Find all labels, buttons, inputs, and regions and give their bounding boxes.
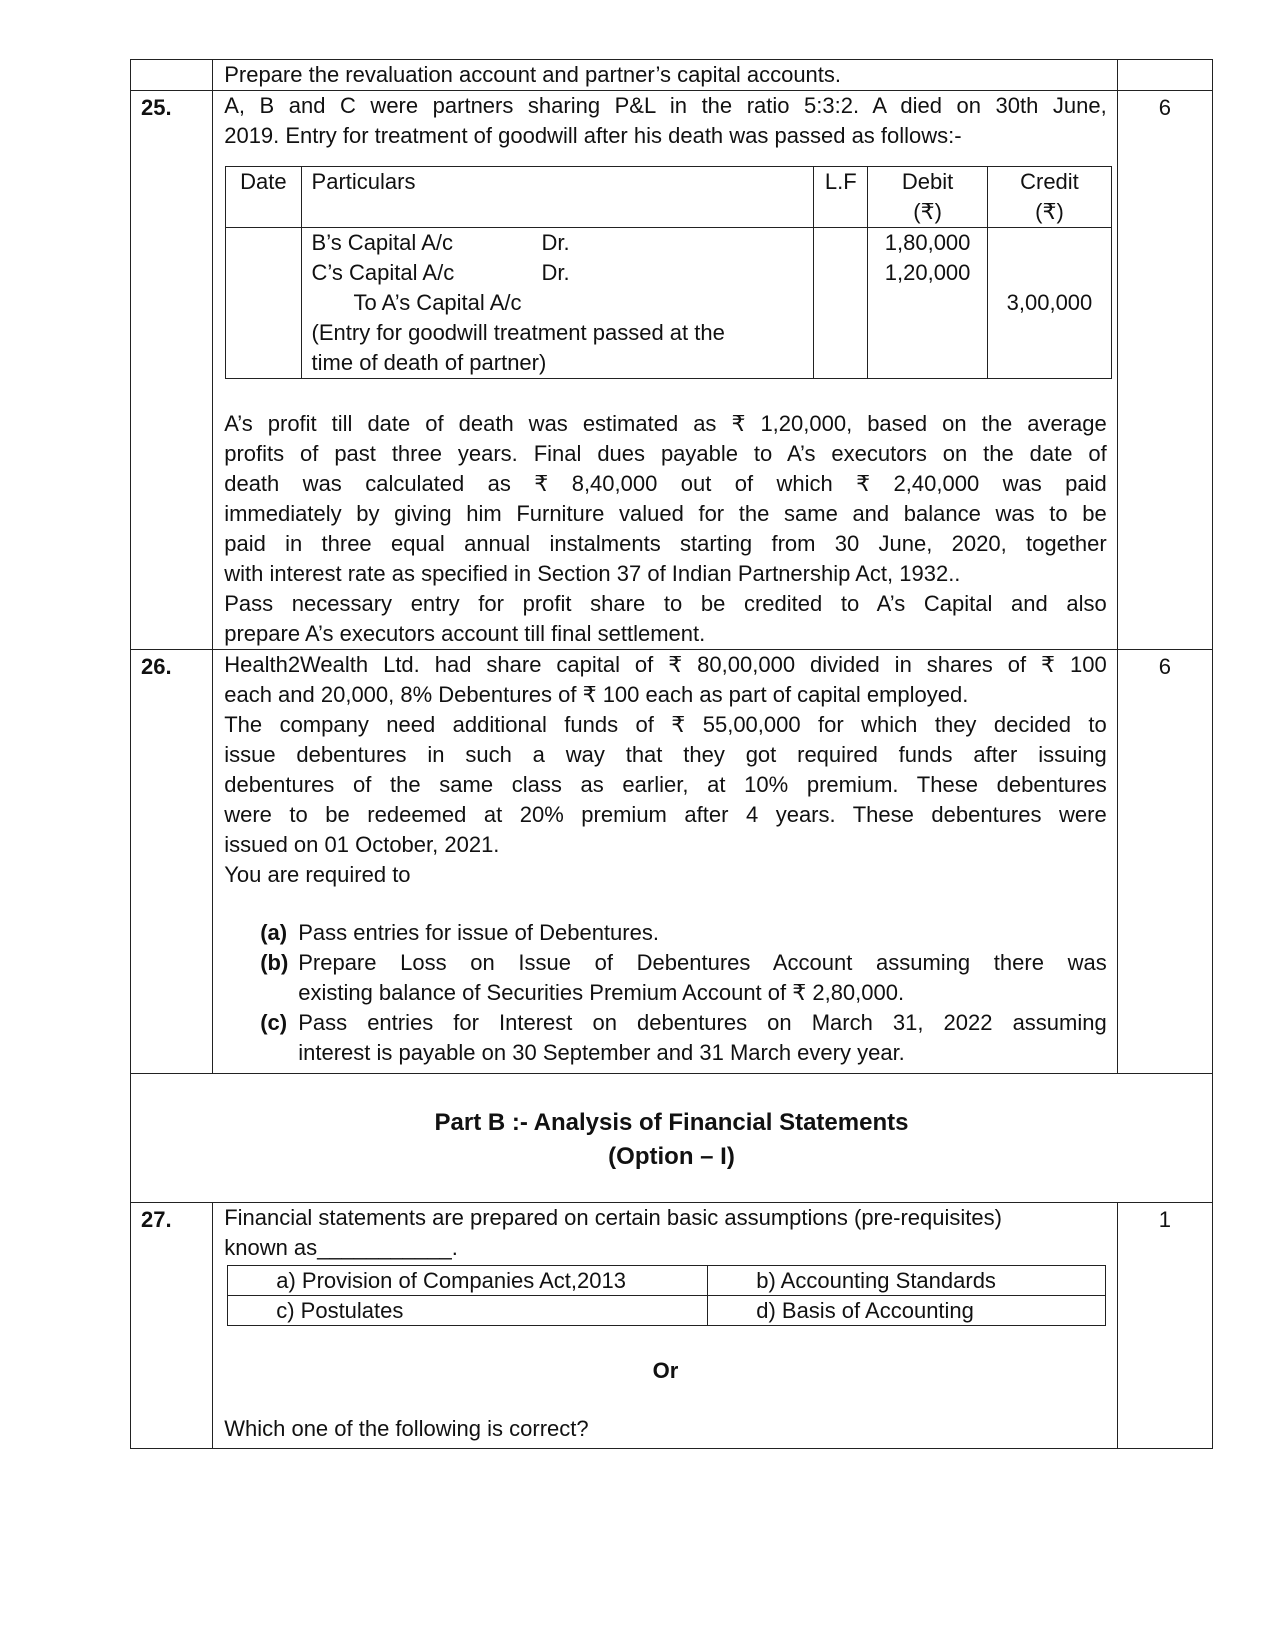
q27-options-table bbox=[227, 1265, 1106, 1326]
journal-line1-dr: Dr. bbox=[541, 230, 570, 255]
list-item: (a) Pass entries for issue of Debentures. bbox=[260, 920, 659, 945]
question-marks: 6 bbox=[1117, 650, 1212, 1074]
list-item: (b) Prepare Loss on Issue of Debentures Account assuming there was existing balance of Securities Premium Account of ₹ 2,80,000. bbox=[260, 950, 1107, 1005]
option-b: b) Accounting Standards bbox=[708, 1266, 1106, 1296]
journal-header-debit-unit: (₹) bbox=[913, 199, 942, 224]
intro-text: Prepare the revaluation account and partner’s capital accounts. bbox=[224, 62, 842, 87]
list-item: (c) Pass entries for Interest on debentures on March 31, 2022 assuming interest is payable on 30 September and 31 March every year. bbox=[260, 1010, 1107, 1065]
option-a: a) Provision of Companies Act,2013 bbox=[228, 1266, 708, 1296]
q26-subquestions bbox=[260, 918, 1107, 1068]
journal-header-lf: L.F bbox=[814, 167, 868, 228]
journal-header-debit: Debit bbox=[901, 169, 954, 194]
question-number: 25. bbox=[131, 91, 213, 650]
question-number: 27. bbox=[131, 1203, 213, 1449]
question-marks: 1 bbox=[1117, 1203, 1212, 1449]
journal-line2-account: C’s Capital A/c bbox=[311, 260, 455, 285]
journal-credit-1: 3,00,000 bbox=[1006, 290, 1093, 315]
q25-paragraph: A’s profit till date of death was estimated as ₹ 1,20,000, based on the average profits of past three years. Final dues payable to A’s executors on the date of death was calculated as ₹ 8,40,000 out of which ₹ 2,40,000 was paid immediately by giving him Furniture valued for the same and balance was to be paid in three equal annual instalments starting from 30 June, 2020, together with interest rate as specified in Section 37 of Indian Partnership Act, 1932.. Pass necessary entry for profit share to be credited to A’s Capital and also prepare A’s executors account till final settlement. bbox=[224, 411, 1107, 646]
question-26-row bbox=[131, 650, 1213, 1074]
q25-intro-line1: A, B and C were partners sharing P&L in the ratio 5:3:2. A died on 30th June, bbox=[224, 93, 1107, 118]
part-b-option: (Option – I) bbox=[608, 1143, 735, 1170]
journal-header-date: Date bbox=[226, 167, 301, 228]
option-d: d) Basis of Accounting bbox=[708, 1296, 1106, 1326]
journal-debit-1: 1,80,000 bbox=[884, 230, 971, 255]
journal-line1-account: B’s Capital A/c bbox=[311, 230, 453, 255]
question-table bbox=[130, 59, 1213, 1449]
q26-paragraph: Health2Wealth Ltd. had share capital of ₹ 80,00,000 divided in shares of ₹ 100 each and 20,000, 8% Debentures of ₹ 100 each as part of capital employed. The company need additional funds of ₹ 55,00,000 for which they decided to issue debentures in such a way that they got required funds after issuing debentures of the same class as earlier, at 10% premium. These debentures were to be redeemed at 20% premium after 4 years. These debentures were issued on 01 October, 2021. You are required to bbox=[224, 652, 1107, 887]
question-25-row bbox=[131, 91, 1213, 650]
option-c: c) Postulates bbox=[228, 1296, 708, 1326]
question-marks: 6 bbox=[1117, 91, 1212, 650]
journal-debit-2: 1,20,000 bbox=[884, 260, 971, 285]
journal-narration-line2: time of death of partner) bbox=[311, 350, 547, 375]
journal-body-row bbox=[226, 228, 1112, 379]
q25-intro-line2: 2019. Entry for treatment of goodwill after his death was passed as follows:- bbox=[224, 123, 962, 148]
journal-narration-line1: (Entry for goodwill treatment passed at the bbox=[311, 320, 725, 345]
question-number: 26. bbox=[131, 650, 213, 1074]
journal-entry-table bbox=[225, 166, 1112, 379]
part-b-title: Part B :- Analysis of Financial Statements bbox=[434, 1109, 909, 1136]
q27-line1: Financial statements are prepared on certain basic assumptions (pre-requisites) bbox=[224, 1205, 1002, 1230]
journal-header-credit: Credit bbox=[1020, 169, 1079, 194]
journal-header-credit-unit: (₹) bbox=[1035, 199, 1064, 224]
journal-line2-dr: Dr. bbox=[541, 260, 570, 285]
journal-line3-credit-account: To A’s Capital A/c bbox=[353, 290, 522, 315]
journal-header-particulars: Particulars bbox=[301, 167, 814, 228]
q27-line2: known as___________. bbox=[224, 1235, 458, 1260]
intro-row bbox=[131, 60, 1213, 91]
q27-line3: Which one of the following is correct? bbox=[224, 1416, 589, 1441]
question-27-row bbox=[131, 1203, 1213, 1449]
or-separator: Or bbox=[652, 1358, 679, 1383]
journal-header-row bbox=[226, 167, 1112, 228]
part-b-row bbox=[131, 1074, 1213, 1203]
